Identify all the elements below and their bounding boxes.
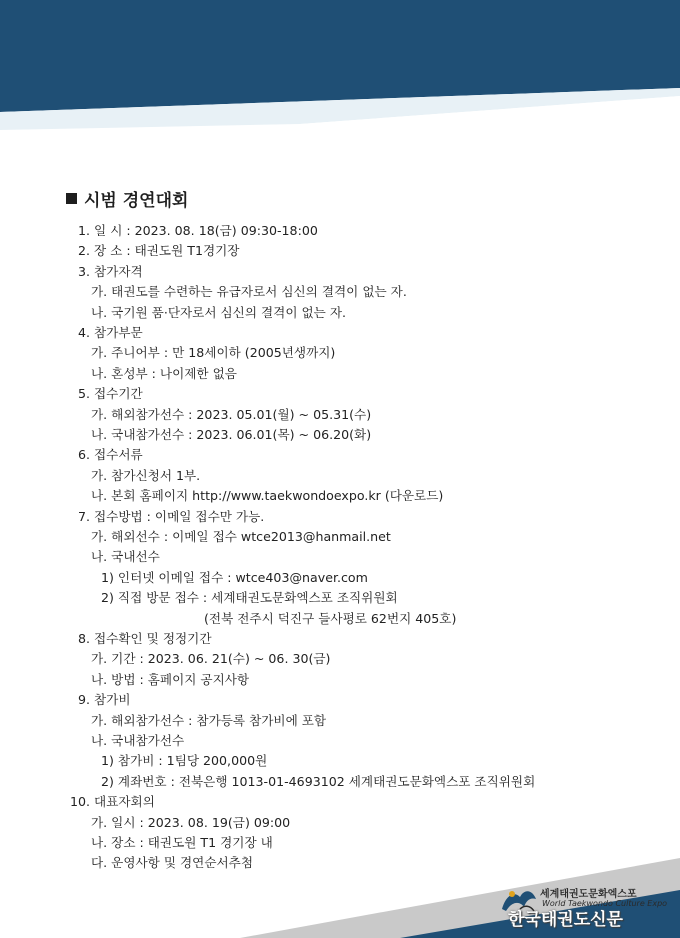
list-subsubitem: 1) 참가비 : 1팀당 200,000원 — [101, 753, 268, 769]
list-subitem: 나. 국기원 품·단자로서 심신의 결격이 없는 자. — [91, 304, 347, 320]
list-item: 3. 참가자격 — [78, 263, 143, 279]
list-subitem: 나. 방법 : 홈페이지 공지사항 — [91, 671, 250, 687]
address-line: (전북 전주시 덕진구 들사평로 62번지 405호) — [204, 610, 457, 626]
list-subitem: 가. 해외참가선수 : 참가등록 참가비에 포함 — [91, 712, 327, 728]
list-item: 10. 대표자회의 — [70, 794, 155, 810]
list-item: 6. 접수서류 — [78, 447, 143, 463]
list-item: 7. 접수방법 : 이메일 접수만 가능. — [78, 508, 265, 524]
list-subitem: 나. 혼성부 : 나이제한 없음 — [91, 365, 237, 381]
heading-text: 시범 경연대회 — [84, 191, 189, 211]
list-item: 1. 일 시 : 2023. 08. 18(금) 09:30-18:00 — [78, 223, 318, 238]
square-bullet-icon — [66, 193, 77, 204]
list-subitem: 나. 국내선수 — [91, 549, 160, 565]
list-item: 9. 참가비 — [78, 692, 131, 708]
list-subitem: 다. 운영사항 및 경연순서추첨 — [91, 855, 253, 871]
list-subitem: 가. 기간 : 2023. 06. 21(수) ~ 06. 30(금) — [91, 651, 331, 667]
list-item: 2. 장 소 : 태권도원 T1경기장 — [78, 243, 240, 259]
list-subitem: 나. 국내참가선수 : 2023. 06.01(목) ~ 06.20(화) — [91, 427, 372, 442]
list-subitem: 가. 태권도를 수련하는 유급자로서 심신의 결격이 없는 자. — [91, 284, 407, 300]
list-item: 4. 참가부문 — [78, 325, 143, 340]
list-subitem: 가. 주니어부 : 만 18세이하 (2005년생까지) — [91, 345, 336, 361]
list-subitem: 가. 해외선수 : 이메일 접수 wtce2013@hanmail.net — [91, 529, 391, 544]
logo-korean: 세계태권도문화엑스포 — [540, 889, 637, 900]
list-subitem: 가. 일시 : 2023. 08. 19(금) 09:00 — [91, 814, 291, 830]
list-subitem: 가. 해외참가선수 : 2023. 05.01(월) ~ 05.31(수) — [91, 406, 372, 422]
list-subitem: 가. 참가신청서 1부. — [91, 467, 201, 483]
watermark: 한국태권도신문 — [508, 910, 623, 930]
section-heading — [66, 186, 188, 211]
list-subsubitem: 2) 계좌번호 : 전북은행 1013-01-4693102 세계태권도문화엑스포 조직위원회 — [101, 773, 536, 789]
list-subitem: 나. 국내참가선수 — [91, 733, 185, 748]
list-subitem: 나. 본회 홈페이지 http://www.taekwondoexpo.kr (다운로드) — [91, 488, 444, 504]
list-subsubitem: 2) 직접 방문 접수 : 세계태권도문화엑스포 조직위원회 — [101, 590, 398, 606]
logo-english: World Taekwondo Culture Expo — [542, 899, 668, 908]
list-subsubitem: 1) 인터넷 이메일 접수 : wtce403@naver.com — [101, 569, 368, 585]
list-item: 5. 접수기간 — [78, 386, 143, 402]
list-subitem: 나. 장소 : 태권도원 T1 경기장 내 — [91, 835, 273, 850]
list-item: 8. 접수확인 및 정정기간 — [78, 631, 212, 646]
